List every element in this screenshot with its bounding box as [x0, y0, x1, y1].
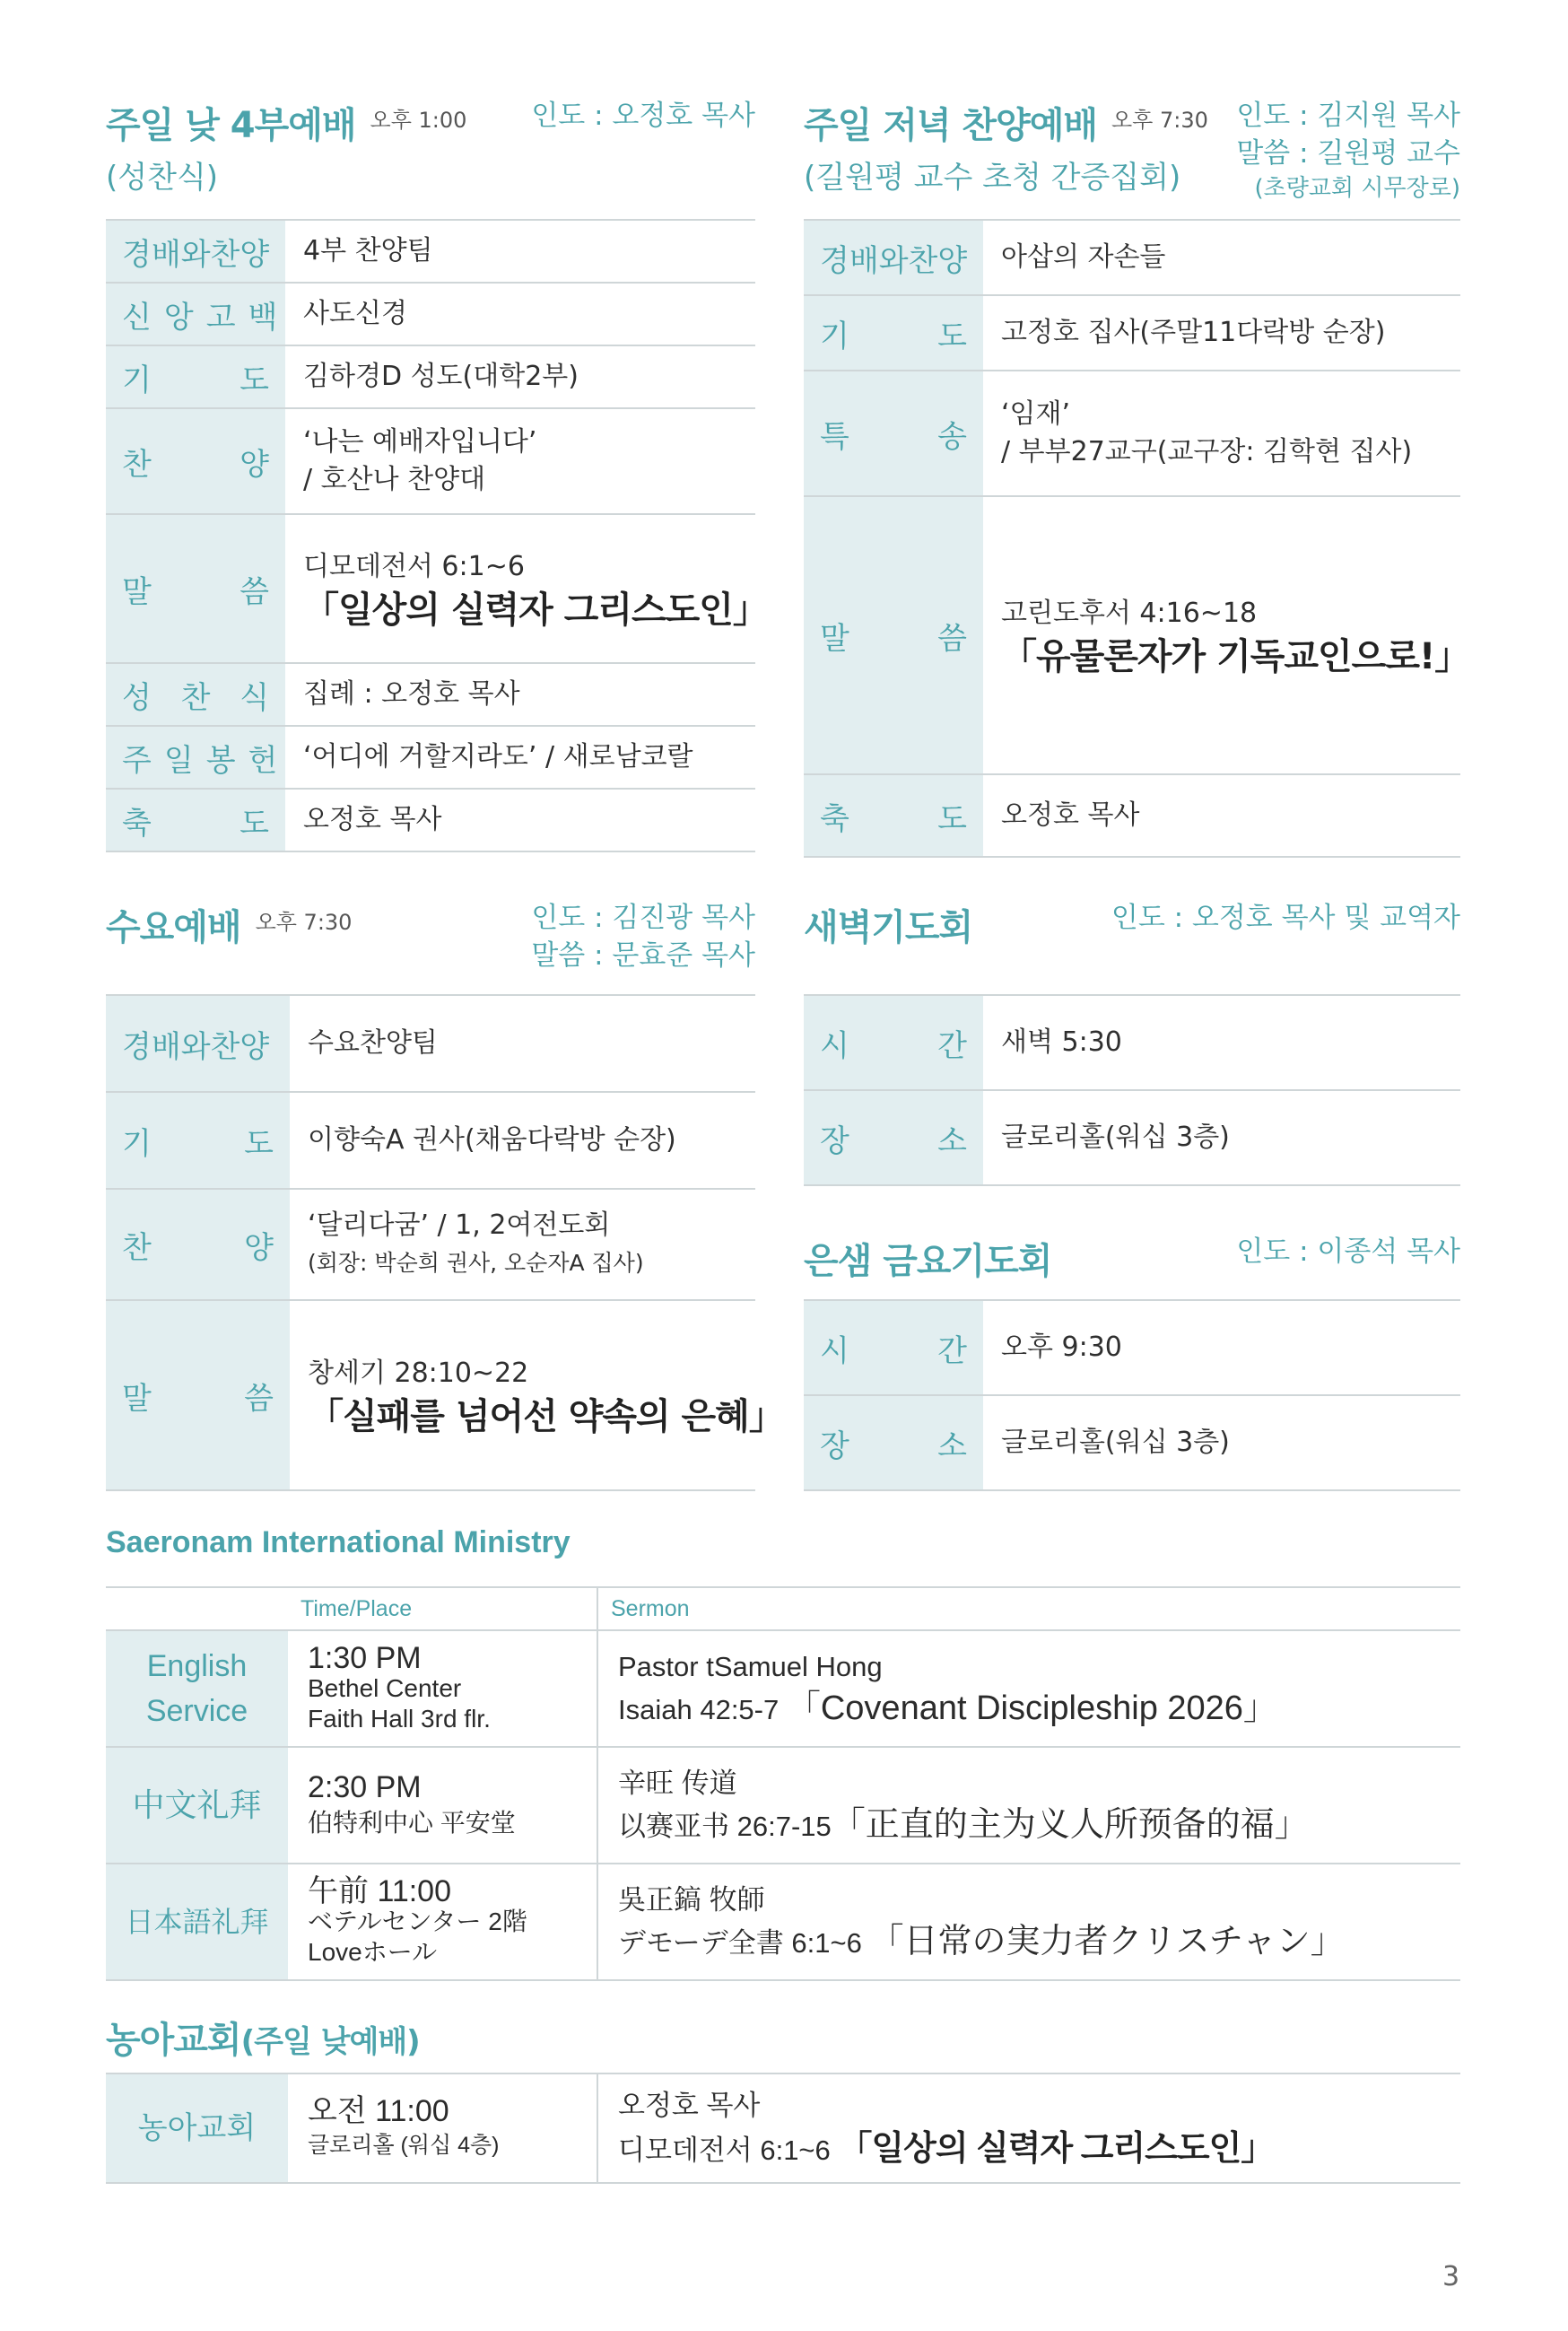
section-subtitle: (성찬식)	[106, 160, 219, 196]
label-text: 기 도	[122, 362, 269, 398]
sunday-evening-section	[804, 97, 1470, 861]
row-value: 글로리홀(워십 3층)	[983, 1090, 1460, 1185]
label-text: 특 송	[820, 418, 967, 455]
order-row	[804, 774, 1460, 857]
sermon-info	[597, 1630, 1460, 1747]
row-value: 새벽 5:30	[983, 995, 1460, 1090]
row-value	[290, 1189, 755, 1300]
info-table	[804, 1299, 1460, 1491]
sunday-4th-section	[106, 97, 768, 861]
praise-song: ‘달리다굼’ / 1, 2여전도회	[308, 1209, 611, 1241]
sermon-title: 「일상의 실력자 그리스도인」	[303, 589, 768, 631]
place-line: Faith Hall 3rd flr.	[308, 1705, 491, 1733]
place-line: ベテルセンター 2階	[308, 1908, 527, 1935]
leader-text: 인도 : 김지원 목사	[1236, 100, 1460, 132]
speaker-text: 말씀 : 문효준 목사	[531, 939, 755, 972]
label-text: 찬 양	[122, 446, 269, 483]
row-label	[804, 295, 983, 371]
service-label	[106, 1630, 288, 1747]
service-time: 午前 11:00	[308, 1874, 452, 1908]
row-value: 아삽의 자손들	[983, 220, 1460, 295]
speaker-text: 말씀 : 길원평 교수	[1236, 137, 1460, 170]
row-label	[106, 789, 285, 851]
place-line: Bethel Center	[308, 1674, 462, 1702]
label-text: 축 도	[122, 805, 269, 842]
row-value	[983, 496, 1470, 774]
row-value: 김하경D 성도(대학2부)	[285, 345, 755, 408]
section-title	[106, 97, 466, 148]
header-blank	[106, 1587, 288, 1630]
leader-text: 인도 : 오정호 목사	[531, 100, 755, 132]
service-time: 1:30 PM	[308, 1641, 422, 1675]
row-label	[106, 1092, 290, 1189]
service-time: 오후 1:00	[370, 108, 467, 133]
title-sub: (주일 낮예배)	[240, 2024, 420, 2060]
row-value: ‘어디에 거할지라도’ / 새로남코랄	[285, 726, 755, 789]
sermon-info	[597, 2073, 1460, 2183]
ism-title: Saeronam International Ministry	[106, 1525, 571, 1559]
sermon-reference: Isaiah 42:5-7	[618, 1694, 780, 1725]
row-label	[106, 514, 285, 663]
title-text: 주일 낮 4부예배	[106, 105, 356, 146]
row-value	[285, 408, 755, 514]
friday-prayer-section	[804, 1233, 1460, 1493]
special-song: ‘임재’	[1001, 398, 1071, 430]
order-row	[106, 1189, 755, 1300]
speaker-affiliation: (초량교회 시무장로)	[1254, 175, 1460, 202]
row-value: 오정호 목사	[983, 774, 1460, 857]
wednesday-section	[106, 899, 784, 1491]
label-line: English	[146, 1649, 248, 1683]
service-label: 中文礼拜	[106, 1747, 288, 1864]
row-value: 고정호 집사(주말11다락방 순장)	[983, 295, 1460, 371]
row-label	[106, 663, 285, 726]
row-value	[290, 1300, 784, 1490]
section-title	[804, 97, 1208, 148]
label-text: 찬 양	[122, 1229, 274, 1266]
label-text: 기 도	[122, 1125, 274, 1162]
sermon-line	[618, 2127, 1459, 2172]
label-text: 주일봉헌	[122, 742, 291, 779]
leader-text: 인도 : 오정호 목사 및 교역자	[1111, 902, 1460, 934]
row-value: 집례 : 오정호 목사	[285, 663, 755, 726]
place-line: Loveホール	[308, 1938, 438, 1966]
row-label	[106, 726, 291, 789]
row-label	[804, 995, 983, 1090]
ism-row-english	[106, 1630, 1460, 1747]
leader-info	[1111, 899, 1460, 937]
leader-info	[1236, 1233, 1460, 1270]
ism-table	[106, 1586, 1460, 1981]
order-row	[106, 1300, 755, 1490]
praise-choir: / 호산나 찬양대	[303, 464, 486, 495]
order-row	[106, 283, 755, 345]
place-line: 伯特利中心 平安堂	[308, 1809, 516, 1837]
order-row	[804, 220, 1460, 295]
order-table	[804, 219, 1470, 858]
info-row	[804, 995, 1460, 1090]
label-text: 말 씀	[820, 620, 967, 657]
row-value: 글로리홀(워십 3층)	[983, 1395, 1460, 1490]
sermon-line	[618, 1804, 1459, 1847]
sermon-title: 「유물론자가 기독교인으로!」	[1001, 636, 1470, 677]
time-place	[288, 2073, 597, 2183]
order-row	[106, 995, 755, 1092]
row-label	[804, 220, 983, 295]
row-label	[106, 1189, 290, 1300]
time-place	[288, 1864, 597, 1980]
service-time: 2:30 PM	[308, 1770, 422, 1804]
row-label	[804, 1090, 983, 1185]
label-text: 말 씀	[122, 1380, 274, 1417]
label-text: 경배와찬양	[820, 242, 968, 279]
label-text: 장 소	[820, 1427, 967, 1464]
label-text: 기 도	[820, 318, 967, 354]
service-label: 농아교회	[106, 2073, 288, 2183]
ism-row-japanese	[106, 1864, 1460, 1980]
label-text: 경배와찬양	[122, 236, 270, 273]
label-text: 성 찬 식	[122, 679, 269, 716]
header-time-place: Time/Place	[288, 1587, 597, 1630]
sermon-info	[597, 1747, 1460, 1864]
row-value: 사도신경	[285, 283, 755, 345]
sermon-title: 「실패를 넘어선 약속의 은혜」	[308, 1396, 784, 1437]
deaf-church-row	[106, 2073, 1460, 2183]
info-table	[804, 994, 1460, 1186]
label-line: Service	[145, 1694, 248, 1728]
page-number: 3	[1442, 2261, 1460, 2292]
deaf-church-title	[106, 2012, 420, 2063]
row-value: 이향숙A 권사(채움다락방 순장)	[290, 1092, 755, 1189]
leader-info	[1236, 97, 1460, 205]
speaker: Pastor tSamuel Hong	[618, 1651, 883, 1682]
row-label	[804, 371, 983, 496]
section-subtitle: (길원평 교수 초청 간증집회)	[804, 160, 1181, 196]
order-row	[106, 789, 755, 851]
praise-song: ‘나는 예배자입니다’	[303, 426, 537, 458]
place-line: 글로리홀 (워십 4층)	[308, 2133, 500, 2158]
order-row	[106, 408, 755, 514]
speaker: 오정호 목사	[618, 2090, 761, 2121]
title-text: 농아교회	[106, 2020, 241, 2061]
row-value	[983, 371, 1460, 496]
order-row	[804, 295, 1460, 371]
sermon-info	[597, 1864, 1460, 1980]
row-label	[106, 995, 290, 1092]
row-value	[285, 514, 768, 663]
row-label	[804, 496, 983, 774]
order-row	[106, 514, 755, 663]
time-place	[288, 1747, 597, 1864]
time-place	[288, 1630, 597, 1747]
row-label	[106, 345, 285, 408]
sermon-title: 「Covenant Discipleship 2026」	[786, 1689, 1277, 1727]
row-value: 오후 9:30	[983, 1300, 1460, 1395]
info-row	[804, 1090, 1460, 1185]
order-row	[106, 726, 755, 789]
row-label	[804, 1300, 983, 1395]
label-text: 축 도	[820, 800, 967, 837]
praise-leaders: (회장: 박순희 권사, 오순자A 집사)	[308, 1250, 644, 1276]
sermon-reference: 디모데전서 6:1~6	[618, 2135, 831, 2166]
label-text: 시 간	[820, 1027, 967, 1064]
leader-info	[531, 899, 755, 974]
special-performer: / 부부27교구(교구장: 김학현 집사)	[1001, 436, 1413, 467]
row-value: 4부 찬양팀	[285, 220, 755, 283]
speaker: 辛旺 传道	[618, 1768, 737, 1799]
order-row	[804, 371, 1460, 496]
row-label	[106, 220, 285, 283]
order-row	[804, 496, 1460, 774]
row-label	[106, 1300, 290, 1490]
dawn-prayer-section	[804, 899, 1460, 1186]
service-time: 오후 7:30	[255, 910, 353, 935]
sermon-reference: デモーデ全書 6:1~6	[618, 1927, 862, 1959]
label-text: 시 간	[820, 1332, 967, 1369]
row-label	[106, 283, 291, 345]
label-text: 말 씀	[122, 573, 269, 610]
section-title: 은샘 금요기도회	[804, 1241, 1052, 1282]
order-table	[106, 219, 768, 852]
info-row	[804, 1300, 1460, 1395]
info-row	[804, 1395, 1460, 1490]
row-label	[804, 774, 983, 857]
sermon-title: 「正直的主为义人所预备的福」	[831, 1806, 1309, 1844]
header-sermon: Sermon	[597, 1587, 1460, 1630]
sermon-reference: 以赛亚书 26:7-15	[618, 1811, 832, 1842]
sermon-title: 「日常の実力者クリスチャン」	[869, 1923, 1345, 1960]
sermon-title: 「일상의 실력자 그리스도인」	[838, 2130, 1275, 2168]
row-value: 수요찬양팀	[290, 995, 755, 1092]
sermon-line	[618, 1688, 1459, 1731]
service-time: 오전 11:00	[308, 2094, 449, 2128]
sermon-line	[618, 1921, 1459, 1964]
section-title	[106, 899, 352, 950]
ism-row-chinese	[106, 1747, 1460, 1864]
row-value: 오정호 목사	[285, 789, 755, 851]
order-row	[106, 1092, 755, 1189]
service-time: 오후 7:30	[1111, 108, 1208, 133]
leader-text: 인도 : 이종석 목사	[1236, 1235, 1460, 1268]
speaker: 吳正鎬 牧師	[618, 1884, 765, 1916]
order-row	[106, 663, 755, 726]
sermon-reference: 디모데전서 6:1~6	[303, 551, 525, 582]
service-label: 日本語礼拜	[106, 1864, 288, 1980]
leader-text: 인도 : 김진광 목사	[531, 902, 755, 934]
deaf-church-table	[106, 2073, 1460, 2184]
label-text: 신앙고백	[122, 299, 291, 336]
section-title: 새벽기도회	[804, 907, 973, 948]
row-label	[804, 1395, 983, 1490]
title-text: 주일 저녁 찬양예배	[804, 105, 1097, 146]
title-text: 수요예배	[106, 907, 241, 948]
sermon-reference: 고린도후서 4:16~18	[1001, 598, 1258, 629]
label-text: 장 소	[820, 1122, 967, 1159]
leader-info	[531, 97, 755, 135]
order-row	[106, 220, 755, 283]
ism-header-row	[106, 1587, 1460, 1630]
label-text: 경배와찬양	[122, 1028, 270, 1065]
sermon-reference: 창세기 28:10~22	[308, 1358, 529, 1389]
order-row	[106, 345, 755, 408]
order-table	[106, 994, 784, 1491]
row-label	[106, 408, 285, 514]
